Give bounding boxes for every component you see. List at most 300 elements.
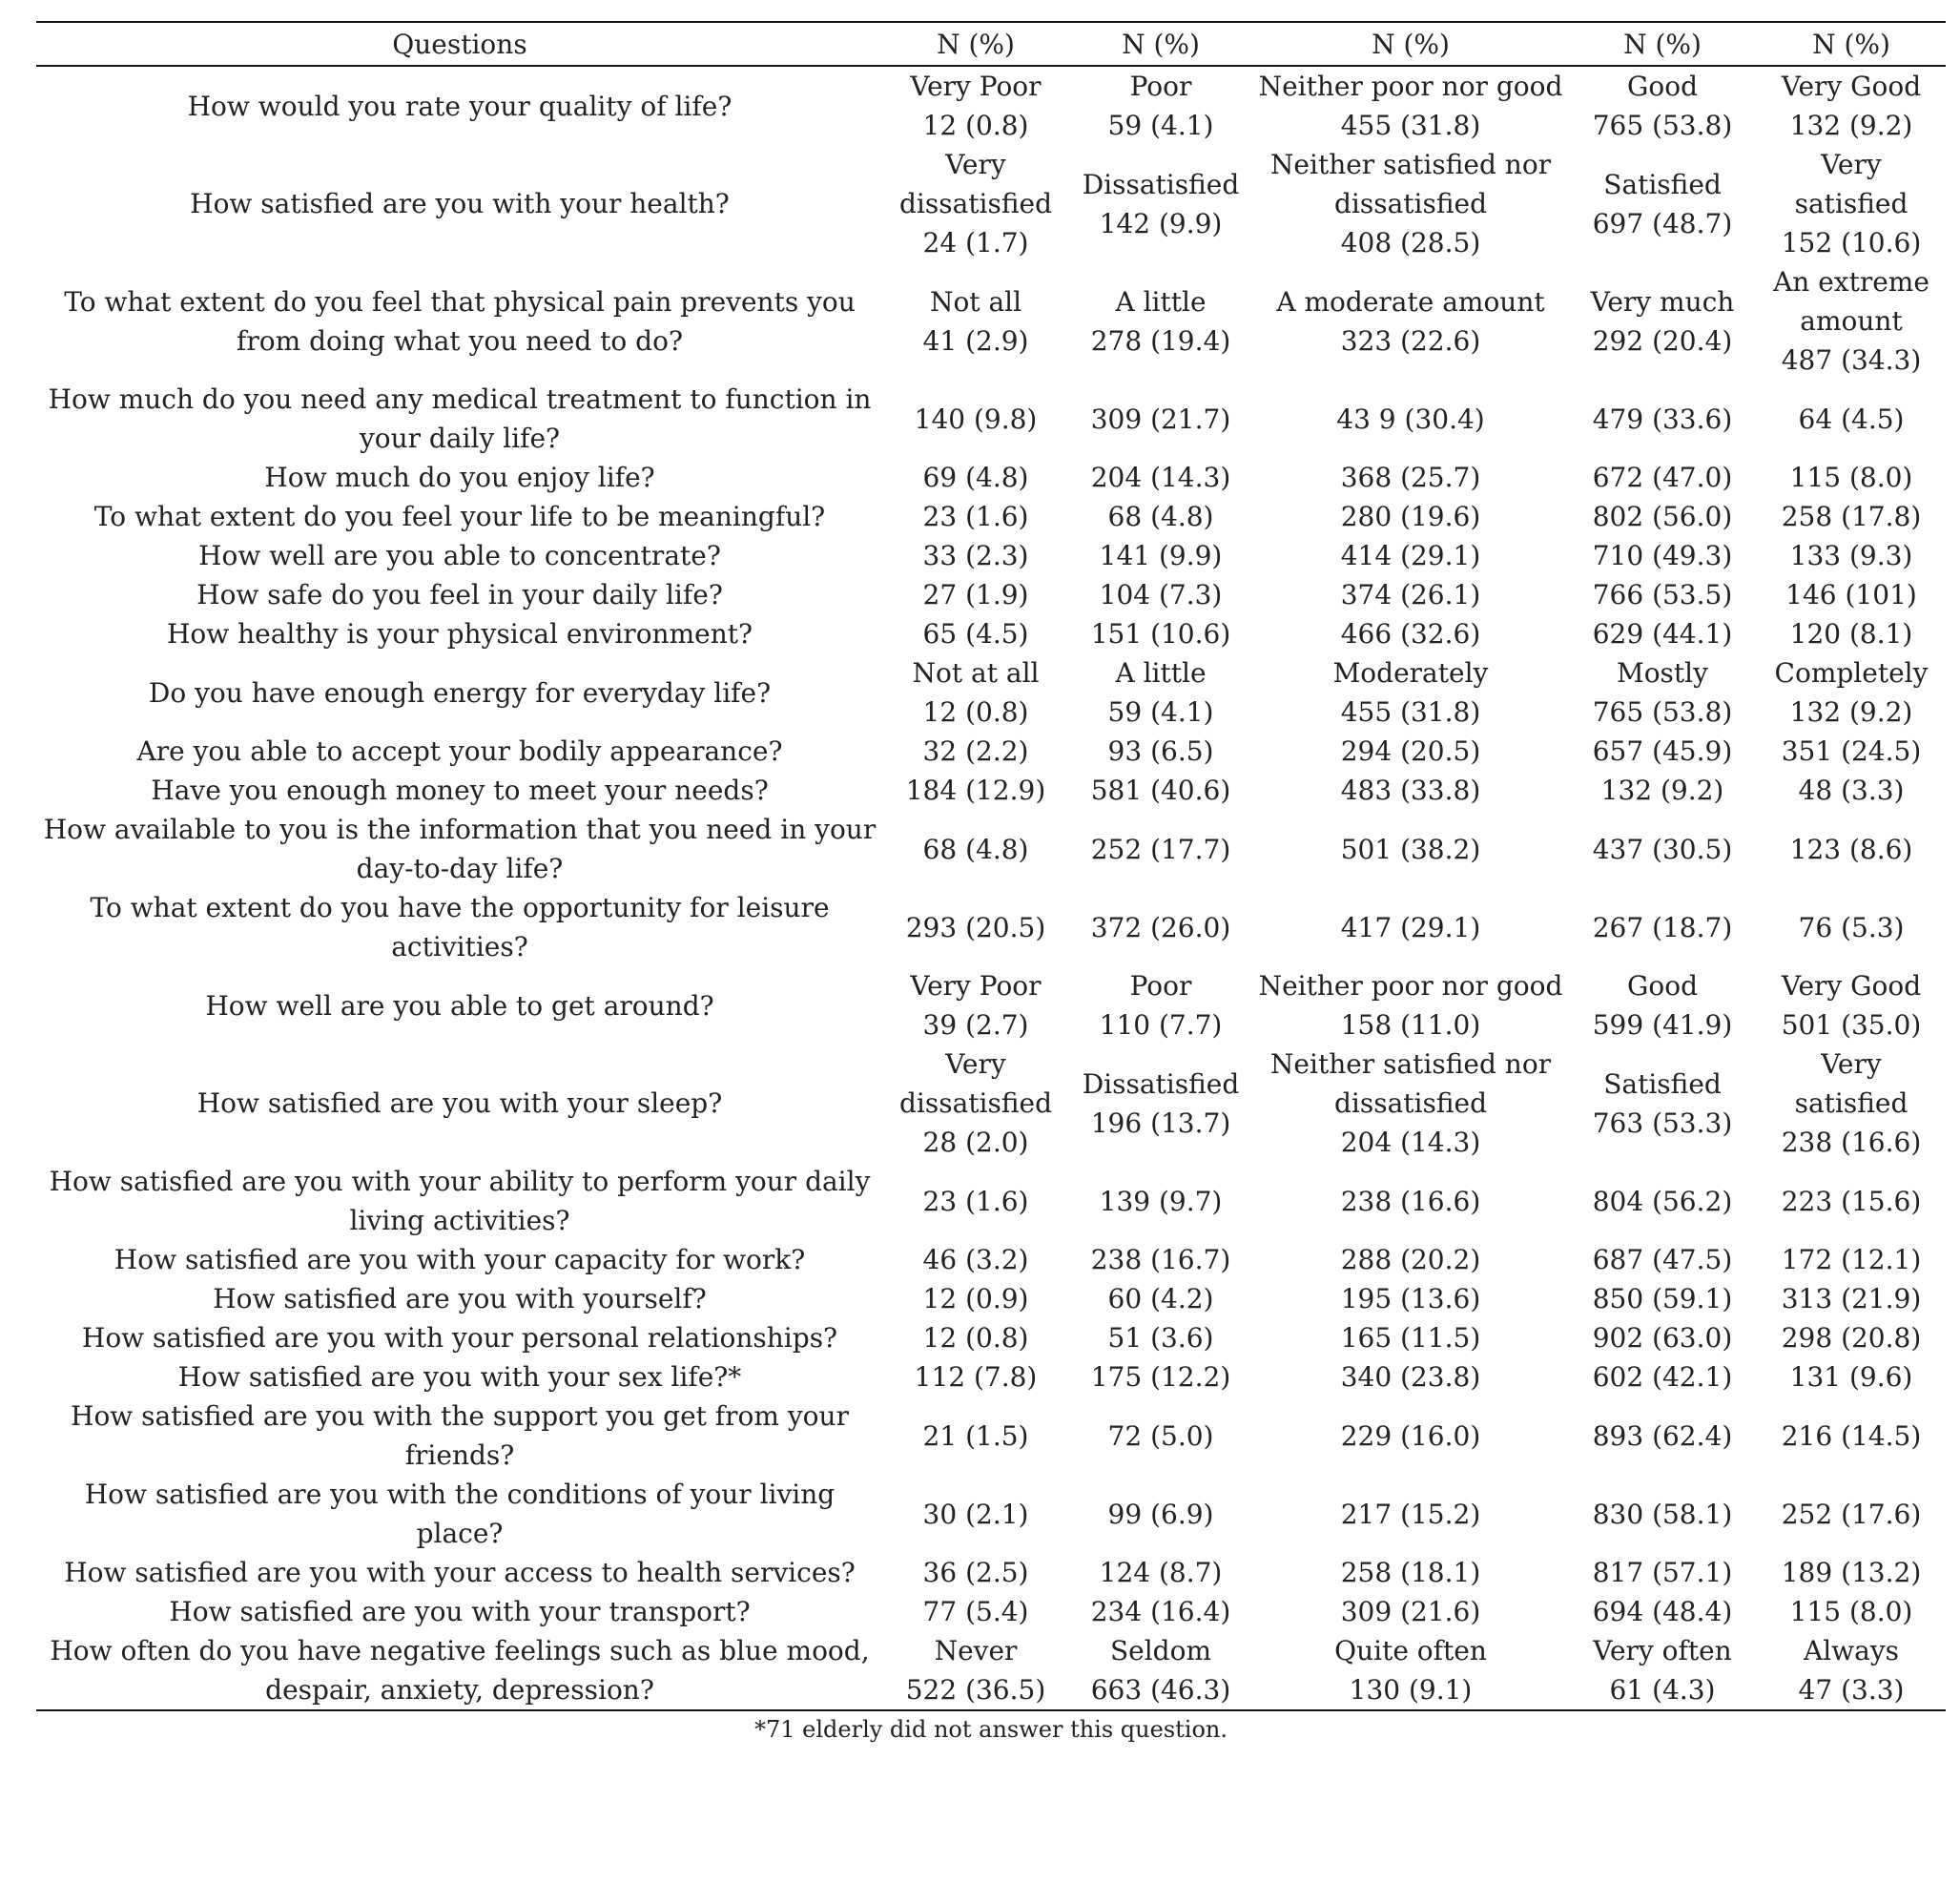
question-cell: How often do you have negative feelings such as blue mood, despair, anxiety, depression?: [50, 1635, 870, 1706]
response-label: Neither poor nor good: [1258, 970, 1563, 1002]
response-count-percent: 408 (28.5): [1340, 227, 1481, 259]
response-count-percent: 252 (17.7): [1090, 833, 1231, 865]
response-count-percent: 76 (5.3): [1798, 911, 1905, 943]
response-count-percent: 39 (2.7): [922, 1009, 1029, 1041]
table-row: [36, 145, 1946, 262]
response-count-percent: 258 (17.8): [1781, 501, 1922, 532]
question-cell: How much do you enjoy life?: [264, 462, 655, 493]
response-count-percent: 99 (6.9): [1107, 1498, 1214, 1530]
response-count-percent: 204 (14.3): [1090, 462, 1231, 493]
response-count-percent: 830 (58.1): [1592, 1498, 1733, 1530]
response-count-percent: 51 (3.6): [1107, 1322, 1214, 1354]
response-count-percent: 765 (53.8): [1592, 110, 1733, 141]
response-count-percent: 41 (2.9): [922, 324, 1029, 357]
response-count-percent: 372 (26.0): [1090, 911, 1231, 943]
response-cell: [1253, 1279, 1568, 1318]
table-row: [36, 536, 1946, 575]
footnote: *71 elderly did not answer this question.: [753, 1716, 1228, 1743]
response-cell: [1253, 653, 1568, 732]
response-label: Very dissatisfied: [898, 149, 1053, 219]
response-cell: [1253, 732, 1568, 771]
response-cell: [883, 1357, 1068, 1397]
response-label: Very Poor: [910, 970, 1042, 1002]
response-cell: [1253, 1318, 1568, 1357]
question-cell: Are you able to accept your bodily appearance?: [136, 735, 783, 767]
response-count-percent: 189 (13.2): [1781, 1557, 1922, 1588]
response-count-percent: 414 (29.1): [1340, 540, 1481, 571]
question-cell: To what extent do you feel your life to be meaningful?: [93, 501, 826, 532]
response-cell: [1253, 1240, 1568, 1279]
response-cell: [1568, 1045, 1757, 1162]
response-cell: [1568, 1240, 1757, 1279]
response-cell: [1757, 1279, 1946, 1318]
question-cell: How satisfied are you with your capacity for work?: [113, 1244, 806, 1275]
response-label: Dissatisfied: [1082, 1067, 1240, 1100]
response-cell: [1757, 1592, 1946, 1631]
response-count-percent: 340 (23.8): [1340, 1361, 1481, 1393]
response-cell: [883, 1279, 1068, 1318]
header-questions: Questions: [392, 28, 527, 60]
response-count-percent: 437 (30.5): [1592, 833, 1733, 865]
response-count-percent: 196 (13.7): [1090, 1107, 1231, 1139]
response-cell: [1757, 1357, 1946, 1397]
response-count-percent: 24 (1.7): [922, 227, 1029, 259]
question-cell: How available to you is the information that you need in your day-to-day life?: [43, 814, 877, 884]
response-count-percent: 158 (11.0): [1340, 1009, 1481, 1041]
response-count-percent: 663 (46.3): [1090, 1674, 1231, 1706]
response-label: Seldom: [1109, 1635, 1212, 1666]
response-count-percent: 313 (21.9): [1781, 1283, 1922, 1314]
response-count-percent: 123 (8.6): [1789, 833, 1913, 865]
response-cell: [1568, 888, 1757, 966]
response-count-percent: 252 (17.6): [1781, 1498, 1922, 1530]
table-row: [36, 1357, 1946, 1397]
response-cell: [1757, 1475, 1946, 1553]
response-count-percent: 172 (12.1): [1781, 1244, 1922, 1275]
response-count-percent: 294 (20.5): [1340, 735, 1481, 767]
response-count-percent: 216 (14.5): [1781, 1419, 1922, 1452]
table-row: [36, 575, 1946, 614]
response-count-percent: 47 (3.3): [1798, 1674, 1905, 1706]
table-row: [36, 458, 1946, 497]
response-count-percent: 12 (0.8): [922, 1322, 1029, 1354]
response-cell: [1253, 145, 1568, 262]
table-row: [36, 1162, 1946, 1240]
response-count-percent: 455 (31.8): [1340, 696, 1481, 728]
response-count-percent: 195 (13.6): [1340, 1283, 1481, 1314]
response-count-percent: 522 (36.5): [905, 1674, 1046, 1706]
response-count-percent: 132 (9.2): [1789, 696, 1913, 728]
response-count-percent: 602 (42.1): [1592, 1361, 1733, 1393]
response-label: Very Good: [1781, 970, 1922, 1002]
response-cell: [1253, 1475, 1568, 1553]
response-count-percent: 33 (2.3): [922, 540, 1029, 571]
response-cell: [1253, 1592, 1568, 1631]
response-cell: [1068, 575, 1253, 614]
header-n-percent: N (%): [1623, 28, 1702, 60]
response-cell: [1568, 1357, 1757, 1397]
response-label: Mostly: [1617, 657, 1708, 689]
header-row: [36, 22, 1946, 66]
table-row: [36, 614, 1946, 653]
response-label: Poor: [1129, 71, 1192, 102]
response-cell: [883, 771, 1068, 810]
response-count-percent: 132 (9.2): [1600, 775, 1724, 806]
response-cell: [1757, 497, 1946, 536]
response-count-percent: 36 (2.5): [922, 1557, 1029, 1588]
header-n-percent: N (%): [1122, 28, 1200, 60]
response-label: Completely: [1774, 657, 1929, 689]
response-count-percent: 234 (16.4): [1090, 1596, 1231, 1627]
response-cell: [1068, 1162, 1253, 1240]
response-count-percent: 23 (1.6): [922, 1185, 1029, 1217]
response-cell: [883, 1318, 1068, 1357]
response-count-percent: 120 (8.1): [1789, 618, 1913, 650]
response-cell: [1068, 1279, 1253, 1318]
table-row: [36, 1553, 1946, 1592]
quality-of-life-table: [36, 21, 1946, 1711]
response-cell: [1568, 1475, 1757, 1553]
table-row: [36, 810, 1946, 888]
response-cell: [1757, 262, 1946, 380]
response-cell: [1568, 771, 1757, 810]
response-count-percent: 48 (3.3): [1798, 775, 1905, 806]
response-count-percent: 599 (41.9): [1592, 1009, 1733, 1041]
response-cell: [1757, 1162, 1946, 1240]
response-cell: [1568, 1397, 1757, 1475]
response-cell: [883, 1162, 1068, 1240]
table-row: [36, 1475, 1946, 1553]
response-count-percent: 292 (20.4): [1592, 324, 1733, 357]
response-count-percent: 687 (47.5): [1592, 1244, 1733, 1275]
question-cell: How would you rate your quality of life?: [187, 90, 732, 122]
response-count-percent: 267 (18.7): [1592, 911, 1733, 943]
response-cell: [1757, 1240, 1946, 1279]
response-count-percent: 59 (4.1): [1107, 696, 1214, 728]
response-cell: [1068, 1631, 1253, 1710]
response-cell: [1068, 810, 1253, 888]
response-count-percent: 368 (25.7): [1340, 462, 1481, 493]
response-count-percent: 309 (21.6): [1340, 1596, 1481, 1627]
response-count-percent: 466 (32.6): [1340, 618, 1481, 650]
response-count-percent: 140 (9.8): [914, 403, 1038, 435]
response-cell: [1568, 262, 1757, 380]
response-count-percent: 288 (20.2): [1340, 1244, 1481, 1275]
response-label: Satisfied: [1603, 168, 1722, 200]
response-cell: [1253, 888, 1568, 966]
response-cell: [1568, 66, 1757, 145]
question-cell: How well are you able to concentrate?: [198, 540, 721, 571]
response-label: A moderate amount: [1276, 285, 1545, 318]
response-count-percent: 115 (8.0): [1789, 462, 1913, 493]
response-count-percent: 69 (4.8): [922, 462, 1029, 493]
response-label: Good: [1626, 970, 1698, 1002]
response-cell: [1068, 1357, 1253, 1397]
response-cell: [1568, 380, 1757, 458]
response-cell: [883, 1631, 1068, 1710]
response-cell: [1757, 1318, 1946, 1357]
response-cell: [1568, 614, 1757, 653]
response-cell: [1757, 380, 1946, 458]
table-row: [36, 1045, 1946, 1162]
response-count-percent: 12 (0.9): [922, 1283, 1029, 1314]
response-label: Never: [934, 1635, 1018, 1666]
question-cell: How safe do you feel in your daily life?: [196, 579, 723, 610]
table-header: [36, 22, 1946, 66]
response-cell: [1253, 614, 1568, 653]
response-count-percent: 483 (33.8): [1340, 775, 1481, 806]
response-count-percent: 374 (26.1): [1340, 579, 1481, 610]
question-cell: How satisfied are you with yourself?: [213, 1283, 707, 1314]
response-cell: [1253, 497, 1568, 536]
response-cell: [883, 1592, 1068, 1631]
question-cell: To what extent do you feel that physical pain prevents you from doing what you need to do?: [64, 285, 856, 357]
response-count-percent: 581 (40.6): [1090, 775, 1231, 806]
response-cell: [1068, 497, 1253, 536]
response-cell: [1757, 1397, 1946, 1475]
question-cell: How satisfied are you with your health?: [190, 188, 730, 219]
response-cell: [1568, 458, 1757, 497]
response-cell: [1757, 575, 1946, 614]
table-row: [36, 66, 1946, 145]
response-label: Very satisfied: [1794, 149, 1908, 219]
response-count-percent: 238 (16.6): [1340, 1185, 1481, 1217]
response-count-percent: 657 (45.9): [1592, 735, 1733, 767]
response-count-percent: 817 (57.1): [1592, 1557, 1733, 1588]
response-cell: [1068, 145, 1253, 262]
response-count-percent: 68 (4.8): [1107, 501, 1214, 532]
table-row: [36, 1592, 1946, 1631]
response-count-percent: 710 (49.3): [1592, 540, 1733, 571]
response-cell: [1568, 536, 1757, 575]
response-cell: [883, 614, 1068, 653]
table-body: [36, 66, 1946, 1710]
response-label: A little: [1115, 657, 1207, 689]
response-cell: [1757, 1553, 1946, 1592]
response-cell: [1068, 614, 1253, 653]
response-count-percent: 694 (48.4): [1592, 1596, 1733, 1627]
response-cell: [1757, 810, 1946, 888]
response-count-percent: 165 (11.5): [1340, 1322, 1481, 1354]
response-count-percent: 479 (33.6): [1592, 403, 1733, 435]
response-cell: [1568, 810, 1757, 888]
response-cell: [1253, 66, 1568, 145]
response-cell: [1068, 262, 1253, 380]
response-count-percent: 115 (8.0): [1789, 1596, 1913, 1627]
response-count-percent: 802 (56.0): [1592, 501, 1733, 532]
response-cell: [1068, 888, 1253, 966]
response-label: Neither poor nor good: [1258, 71, 1563, 102]
response-cell: [1253, 1397, 1568, 1475]
response-cell: [883, 262, 1068, 380]
response-cell: [1757, 145, 1946, 262]
response-cell: [1253, 262, 1568, 380]
response-count-percent: 133 (9.3): [1789, 540, 1913, 571]
question-cell: How satisfied are you with your sleep?: [196, 1087, 723, 1119]
response-count-percent: 804 (56.2): [1592, 1185, 1733, 1217]
response-count-percent: 455 (31.8): [1340, 110, 1481, 141]
response-cell: [1253, 575, 1568, 614]
response-count-percent: 68 (4.8): [922, 833, 1029, 865]
response-count-percent: 28 (2.0): [922, 1127, 1029, 1158]
response-cell: [1253, 771, 1568, 810]
response-cell: [1253, 1631, 1568, 1710]
response-cell: [883, 653, 1068, 732]
response-cell: [883, 1553, 1068, 1592]
response-cell: [1068, 1553, 1253, 1592]
response-cell: [1068, 536, 1253, 575]
response-cell: [1757, 966, 1946, 1045]
response-cell: [883, 66, 1068, 145]
response-count-percent: 238 (16.7): [1090, 1244, 1231, 1275]
table-row: [36, 497, 1946, 536]
question-cell: How satisfied are you with the conditions of your living place?: [84, 1479, 836, 1549]
response-count-percent: 298 (20.8): [1781, 1322, 1922, 1354]
question-cell: How satisfied are you with your access to health services?: [64, 1557, 856, 1588]
response-label: Neither satisfied nor dissatisfied: [1269, 1048, 1552, 1119]
response-count-percent: 124 (8.7): [1099, 1557, 1223, 1588]
question-cell: Do you have enough energy for everyday life?: [148, 676, 772, 709]
response-cell: [883, 145, 1068, 262]
response-count-percent: 59 (4.1): [1107, 110, 1214, 141]
response-cell: [1757, 1631, 1946, 1710]
response-cell: [883, 1045, 1068, 1162]
response-cell: [1757, 536, 1946, 575]
response-count-percent: 175 (12.2): [1090, 1361, 1231, 1393]
question-cell: How well are you able to get around?: [205, 989, 714, 1022]
response-cell: [1757, 732, 1946, 771]
response-label: Good: [1626, 71, 1698, 102]
response-cell: [883, 458, 1068, 497]
response-cell: [1068, 732, 1253, 771]
response-count-percent: 184 (12.9): [905, 775, 1046, 806]
response-count-percent: 151 (10.6): [1090, 618, 1231, 650]
response-label: Dissatisfied: [1082, 168, 1240, 200]
response-count-percent: 30 (2.1): [922, 1498, 1029, 1530]
response-label: An extreme amount: [1773, 266, 1929, 337]
response-cell: [1068, 1592, 1253, 1631]
response-cell: [1568, 1631, 1757, 1710]
response-cell: [1568, 1162, 1757, 1240]
response-count-percent: 12 (0.8): [922, 696, 1029, 728]
response-cell: [1757, 1045, 1946, 1162]
response-count-percent: 21 (1.5): [922, 1419, 1029, 1452]
response-cell: [1568, 497, 1757, 536]
response-count-percent: 12 (0.8): [922, 110, 1029, 141]
table-row: [36, 732, 1946, 771]
response-label: Satisfied: [1603, 1067, 1722, 1100]
response-cell: [883, 536, 1068, 575]
response-count-percent: 112 (7.8): [914, 1361, 1038, 1393]
response-cell: [1757, 458, 1946, 497]
response-cell: [1068, 1240, 1253, 1279]
response-cell: [1568, 575, 1757, 614]
response-count-percent: 629 (44.1): [1592, 618, 1733, 650]
response-cell: [883, 1240, 1068, 1279]
response-count-percent: 280 (19.6): [1340, 501, 1481, 532]
table-row: [36, 1318, 1946, 1357]
response-count-percent: 417 (29.1): [1340, 911, 1481, 943]
response-cell: [1568, 1279, 1757, 1318]
response-cell: [883, 1475, 1068, 1553]
response-cell: [1757, 66, 1946, 145]
response-count-percent: 293 (20.5): [905, 911, 1046, 943]
table-row: [36, 1279, 1946, 1318]
response-label: Quite often: [1334, 1635, 1487, 1666]
response-count-percent: 77 (5.4): [922, 1596, 1029, 1627]
response-count-percent: 258 (18.1): [1340, 1557, 1481, 1588]
response-cell: [1068, 1318, 1253, 1357]
response-count-percent: 501 (38.2): [1340, 833, 1481, 865]
response-cell: [1253, 1045, 1568, 1162]
response-cell: [1253, 536, 1568, 575]
response-count-percent: 672 (47.0): [1592, 462, 1733, 493]
response-label: Not all: [929, 285, 1022, 318]
response-cell: [883, 497, 1068, 536]
response-count-percent: 501 (35.0): [1781, 1009, 1922, 1041]
response-count-percent: 65 (4.5): [922, 618, 1029, 650]
response-count-percent: 152 (10.6): [1781, 227, 1922, 259]
response-cell: [1068, 1475, 1253, 1553]
question-cell: How healthy is your physical environment?: [166, 618, 753, 650]
response-cell: [1568, 1553, 1757, 1592]
question-cell: How satisfied are you with your personal relationships?: [81, 1322, 838, 1354]
response-label: Poor: [1129, 970, 1192, 1002]
response-count-percent: 23 (1.6): [922, 501, 1029, 532]
question-cell: How satisfied are you with the support you get from your friends?: [71, 1400, 849, 1471]
response-count-percent: 61 (4.3): [1609, 1674, 1716, 1706]
response-cell: [1068, 1397, 1253, 1475]
response-cell: [1068, 66, 1253, 145]
response-count-percent: 43 9 (30.4): [1336, 403, 1485, 435]
response-count-percent: 763 (53.3): [1592, 1107, 1733, 1139]
header-n-percent: N (%): [1812, 28, 1890, 60]
response-count-percent: 64 (4.5): [1798, 403, 1905, 435]
response-cell: [1568, 145, 1757, 262]
response-label: A little: [1115, 285, 1207, 318]
response-cell: [1568, 1318, 1757, 1357]
response-cell: [1068, 1045, 1253, 1162]
response-cell: [883, 810, 1068, 888]
response-count-percent: 323 (22.6): [1340, 324, 1481, 357]
response-count-percent: 131 (9.6): [1789, 1361, 1913, 1393]
response-cell: [1568, 732, 1757, 771]
response-count-percent: 223 (15.6): [1781, 1185, 1922, 1217]
response-label: Very much: [1590, 285, 1735, 318]
response-cell: [1568, 966, 1757, 1045]
response-cell: [883, 966, 1068, 1045]
response-count-percent: 146 (101): [1785, 579, 1917, 610]
response-count-percent: 142 (9.9): [1099, 207, 1223, 239]
response-cell: [1253, 458, 1568, 497]
question-cell: How satisfied are you with your sex life?*: [177, 1361, 742, 1393]
response-count-percent: 229 (16.0): [1340, 1419, 1481, 1452]
response-cell: [1068, 966, 1253, 1045]
question-cell: How satisfied are you with your transport?: [169, 1596, 751, 1627]
response-count-percent: 902 (63.0): [1592, 1322, 1733, 1354]
response-label: Very Poor: [910, 71, 1042, 102]
response-cell: [883, 1397, 1068, 1475]
response-label: Always: [1803, 1635, 1900, 1666]
response-count-percent: 93 (6.5): [1107, 735, 1214, 767]
response-count-percent: 104 (7.3): [1099, 579, 1223, 610]
table-row: [36, 1240, 1946, 1279]
response-count-percent: 110 (7.7): [1099, 1009, 1223, 1041]
response-count-percent: 72 (5.0): [1107, 1419, 1214, 1452]
response-count-percent: 130 (9.1): [1349, 1674, 1473, 1706]
response-cell: [1757, 771, 1946, 810]
response-count-percent: 238 (16.6): [1781, 1127, 1922, 1158]
